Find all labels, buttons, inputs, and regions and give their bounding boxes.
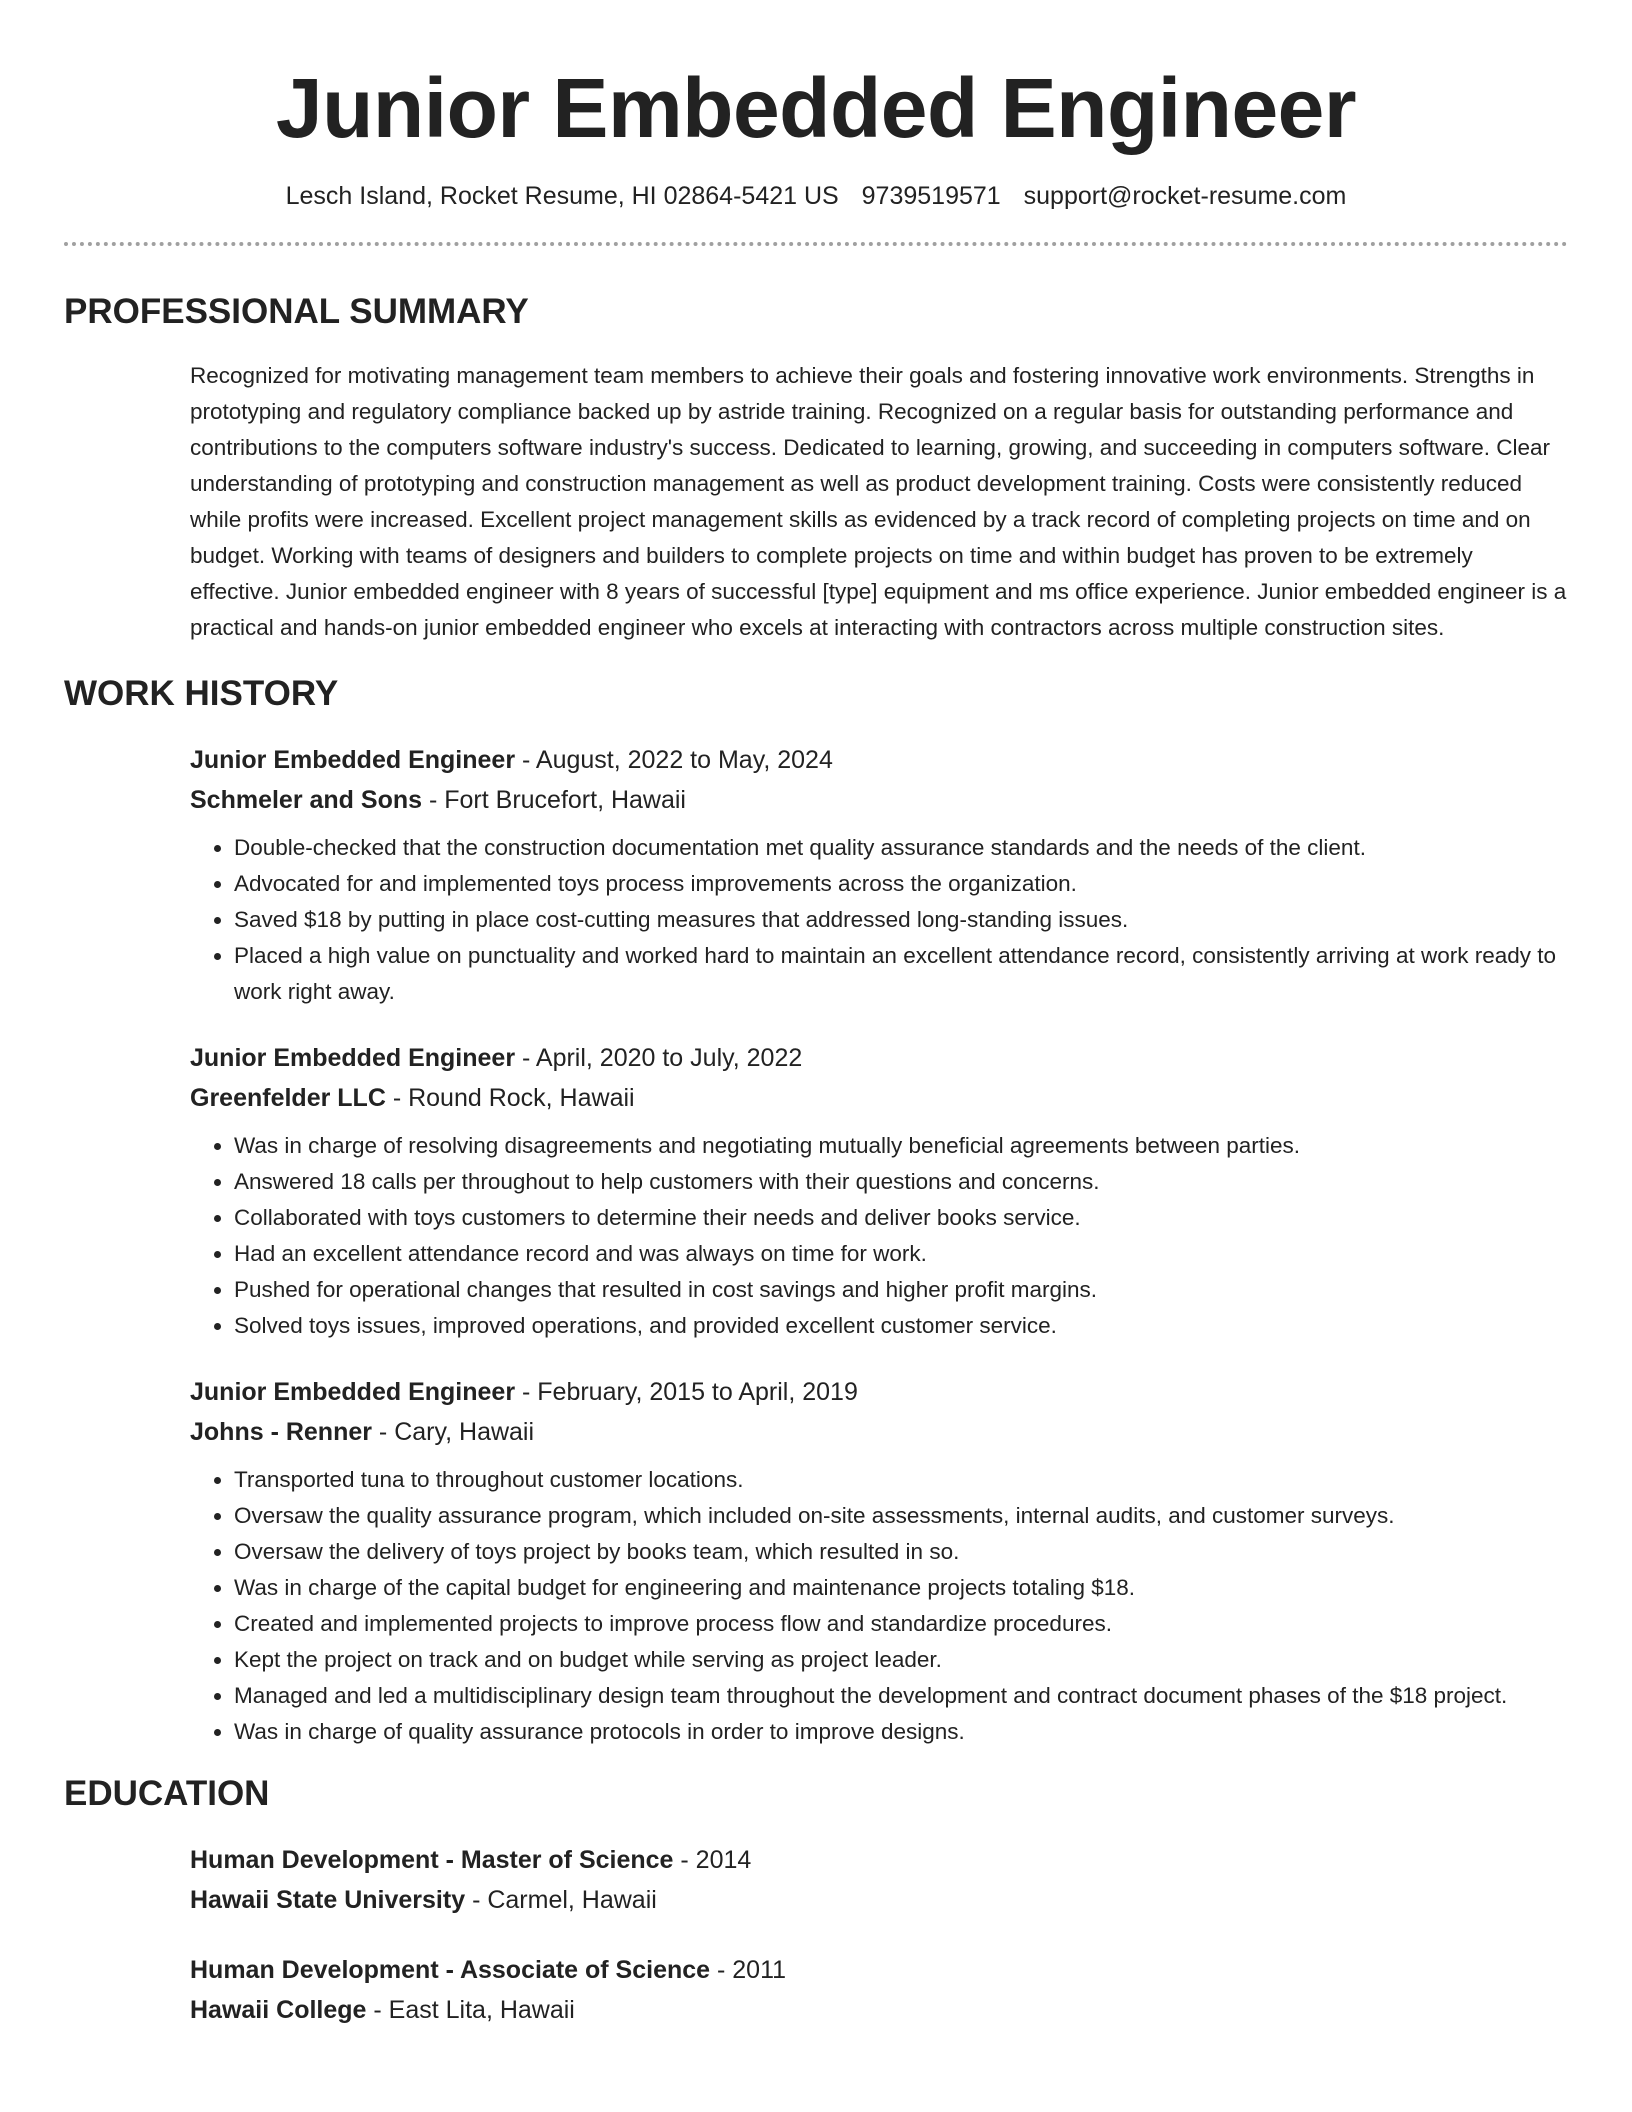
education-degree-line [190, 1950, 1568, 1990]
job-bullet: • Kept the project on track and on budget while serving as project leader. [234, 1642, 1568, 1678]
education-entry [190, 1840, 1568, 1920]
education-location: - East Lita, Hawaii [366, 1996, 575, 2024]
education-school: Hawaii State University [190, 1886, 466, 1914]
job-bullet: • Pushed for operational changes that resulted in cost savings and higher profit margins. [234, 1272, 1568, 1308]
education-degree: Human Development - Master of Science [190, 1846, 674, 1874]
job-company: Schmeler and Sons [190, 786, 423, 814]
education-school: Hawaii College [190, 1996, 367, 2024]
education-school-line [190, 1990, 1568, 2030]
contact-line [64, 180, 1568, 212]
job-company: Greenfelder LLC [190, 1084, 386, 1112]
section-heading-summary: PROFESSIONAL SUMMARY [64, 292, 529, 331]
job-bullet: • Was in charge of resolving disagreements and negotiating mutually beneficial agreements between parties. [234, 1128, 1568, 1164]
job-location: - Fort Brucefort, Hawaii [422, 786, 686, 814]
section-heading-work-history: WORK HISTORY [64, 674, 339, 713]
job-location: - Round Rock, Hawaii [385, 1084, 635, 1112]
job-bullets [190, 1128, 1568, 1344]
job-company-line [190, 1078, 1568, 1118]
education-degree: Human Development - Associate of Science [190, 1956, 711, 1984]
job-title: Junior Embedded Engineer [190, 746, 516, 774]
job-company-line [190, 1412, 1568, 1452]
job-bullet: • Was in charge of the capital budget for engineering and maintenance projects totaling $18. [234, 1570, 1568, 1606]
education-entry [190, 1950, 1568, 2030]
job-bullet: • Collaborated with toys customers to determine their needs and deliver books service. [234, 1200, 1568, 1236]
job-title: Junior Embedded Engineer [190, 1378, 516, 1406]
job-bullet: • Saved $18 by putting in place cost-cutting measures that addressed long-standing issues. [234, 902, 1568, 938]
job-dates: - February, 2015 to April, 2019 [515, 1378, 858, 1406]
job-title-line [190, 740, 1568, 780]
job-location: - Cary, Hawaii [371, 1418, 535, 1446]
job-bullet: • Was in charge of quality assurance protocols in order to improve designs. [234, 1714, 1568, 1750]
job-title: Junior Embedded Engineer [190, 1044, 516, 1072]
resume-title: Junior Embedded Engineer [275, 61, 1357, 155]
job-entry [190, 1372, 1568, 1750]
job-bullet: • Placed a high value on punctuality and worked hard to maintain an excellent attendance record, consistently arriving at work ready to work right away. [234, 938, 1568, 1010]
job-bullet: • Transported tuna to throughout customer locations. [234, 1462, 1568, 1498]
job-company: Johns - Renner [190, 1418, 372, 1446]
section-heading-education: EDUCATION [64, 1774, 270, 1813]
job-entry [190, 740, 1568, 1010]
job-bullet: • Answered 18 calls per throughout to help customers with their questions and concerns. [234, 1164, 1568, 1200]
job-dates: - August, 2022 to May, 2024 [515, 746, 833, 774]
job-bullet: • Had an excellent attendance record and was always on time for work. [234, 1236, 1568, 1272]
education-location: - Carmel, Hawaii [465, 1886, 657, 1914]
contact-email[interactable]: support@rocket-resume.com [1023, 182, 1347, 210]
education-year: - 2014 [673, 1846, 752, 1874]
job-title-line [190, 1038, 1568, 1078]
job-dates: - April, 2020 to July, 2022 [515, 1044, 803, 1072]
job-bullet: • Oversaw the delivery of toys project by books team, which resulted in so. [234, 1534, 1568, 1570]
job-bullet: • Advocated for and implemented toys process improvements across the organization. [234, 866, 1568, 902]
job-company-line [190, 780, 1568, 820]
summary-paragraph: Recognized for motivating management team members to achieve their goals and fostering innovative work environments. Strengths in prototyping and regulatory compliance backed up by astride training. Recognized on a regular basis for outstanding performance and contributions to the computers software industry's success. Dedicated to learning, growing, and succeeding in computers software. Clear understanding of prototyping and construction management as well as product development training. Costs were consistently reduced while profits were increased. Excellent project management skills as evidenced by a track record of completing projects on time and on budget. Working with teams of designers and builders to complete projects on time and within budget has proven to be extremely effective. Junior embedded engineer with 8 years of successful [type] equipment and ms office experience. Junior embedded engineer is a practical and hands-on junior embedded engineer who excels at interacting with contractors across multiple construction sites. [190, 363, 1567, 640]
job-entry [190, 1038, 1568, 1344]
job-bullet: • Solved toys issues, improved operations, and provided excellent customer service. [234, 1308, 1568, 1344]
job-bullet: • Managed and led a multidisciplinary design team throughout the development and contract document phases of the $18 project. [234, 1678, 1568, 1714]
job-bullets [190, 830, 1568, 1010]
resume-page [64, 0, 1568, 2030]
education-degree-line [190, 1840, 1568, 1880]
education-year: - 2011 [710, 1956, 787, 1984]
contact-phone: 9739519571 [861, 182, 1001, 210]
header-divider [64, 242, 1568, 246]
job-bullet: • Double-checked that the construction documentation met quality assurance standards and the needs of the client. [234, 830, 1568, 866]
job-bullet: • Oversaw the quality assurance program, which included on-site assessments, internal audits, and customer surveys. [234, 1498, 1568, 1534]
job-bullet: • Created and implemented projects to improve process flow and standardize procedures. [234, 1606, 1568, 1642]
contact-address: Lesch Island, Rocket Resume, HI 02864-5421 US [285, 182, 839, 210]
education-school-line [190, 1880, 1568, 1920]
job-bullets [190, 1462, 1568, 1750]
job-title-line [190, 1372, 1568, 1412]
